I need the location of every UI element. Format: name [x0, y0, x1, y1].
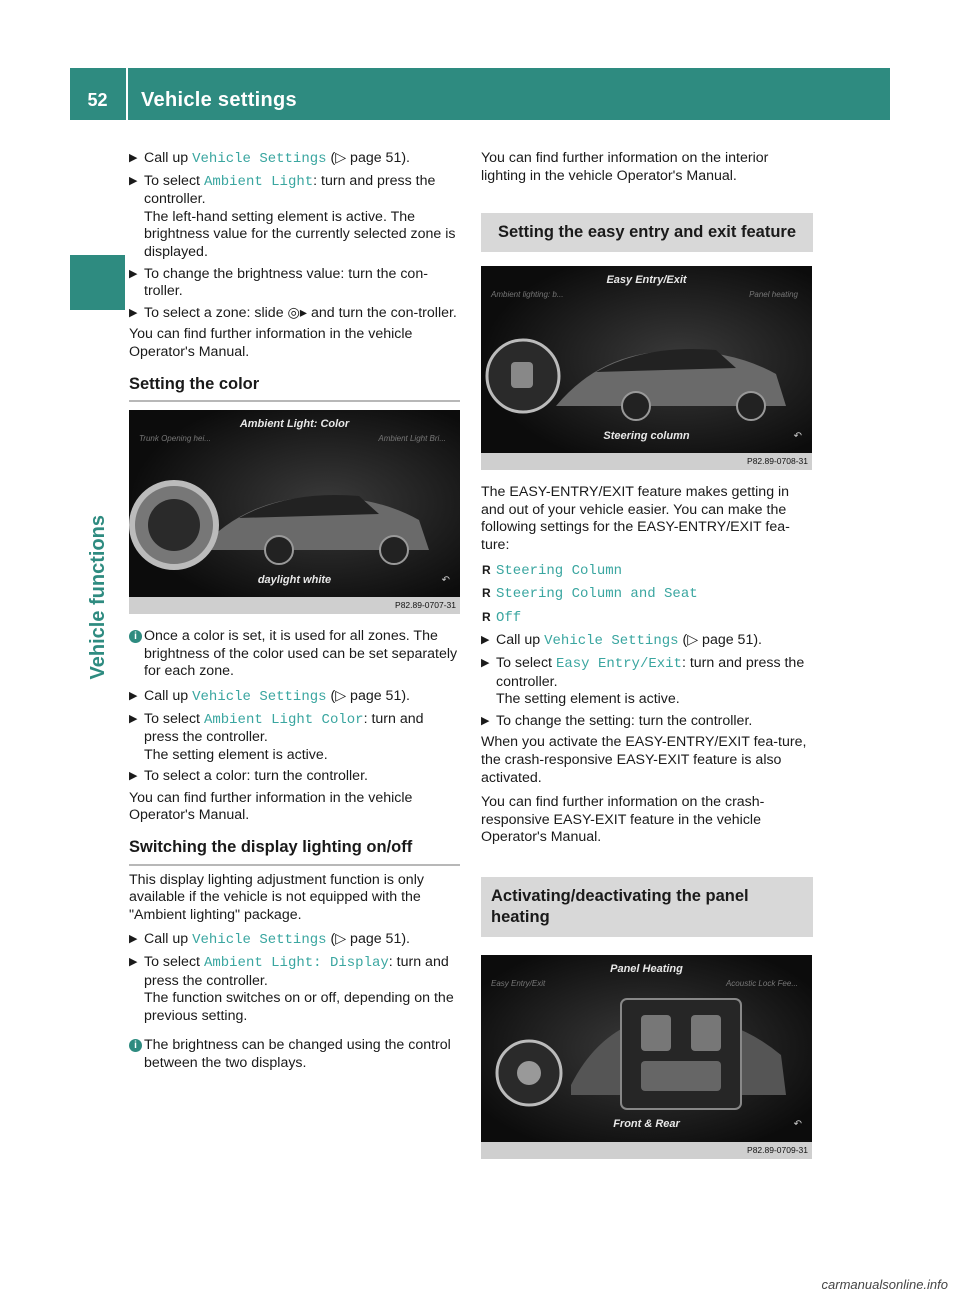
- figure-code: P82.89-0709-31: [481, 1142, 812, 1159]
- screen-caption: Front & Rear: [613, 1118, 680, 1131]
- menu-item: Vehicle Settings: [192, 688, 327, 705]
- right-column: [481, 150, 813, 1173]
- menu-item: Vehicle Settings: [192, 932, 327, 949]
- step-arrow-icon: ▶: [129, 267, 138, 280]
- info-note: i The brightness can be changed using the control between the two displays.: [129, 1037, 460, 1072]
- step-arrow-icon: ▶: [129, 712, 138, 725]
- screen-right-item: Ambient Light Bri...: [378, 434, 446, 444]
- step-arrow-icon: ▶: [129, 956, 138, 969]
- heading-display-lighting: Switching the display lighting on/off: [129, 839, 460, 866]
- step: ▶ To select Ambient Light: Display: turn and press the controller. The function switches on or off, depending on the previous setting.: [129, 954, 454, 1024]
- screen-title: Panel Heating: [610, 962, 683, 975]
- step-result: The setting element is active.: [144, 746, 328, 763]
- step-result: The function switches on or off, depending on the previous setting.: [144, 990, 454, 1024]
- step-arrow-icon: ▶: [481, 634, 490, 647]
- side-tab-label: Vehicle functions: [87, 515, 109, 680]
- step-arrow-icon: ▶: [129, 689, 138, 702]
- back-icon: ↶: [793, 1119, 802, 1131]
- screen-right-item: Panel heating: [749, 290, 798, 300]
- menu-item: Ambient Light: [203, 173, 314, 190]
- step: ▶ Call up Vehicle Settings (▷ page 51).: [481, 632, 763, 650]
- info-icon: i: [129, 1039, 142, 1052]
- step-arrow-icon: ▶: [129, 770, 138, 783]
- heading-easy-entry: Setting the easy entry and exit feature: [481, 213, 813, 252]
- display-screenshot: [481, 266, 812, 453]
- header-band: [70, 68, 890, 120]
- step-arrow-icon: ▶: [129, 933, 138, 946]
- menu-item: Vehicle Settings: [192, 151, 327, 167]
- screen-caption: Steering column: [603, 429, 690, 442]
- watermark: carmanualsonline.info: [821, 1277, 948, 1293]
- step: ▶ To select a color: turn the controller.: [129, 768, 368, 785]
- paragraph: You can find further information in the vehicle Operator's Manual.: [129, 326, 413, 360]
- screen-caption: daylight white: [257, 573, 332, 586]
- side-tab-marker: [70, 255, 125, 310]
- info-note: i Once a color is set, it is used for all zones. The brightness of the color used can be set separately for each zone.: [129, 628, 460, 681]
- figure-easy-entry: [481, 266, 812, 470]
- figure-ambient-color: [129, 410, 460, 614]
- step-arrow-icon: ▶: [481, 714, 490, 727]
- screen-left-item: Trunk Opening hei...: [139, 434, 211, 444]
- section-title: Vehicle settings: [141, 89, 297, 111]
- display-screenshot: [481, 955, 812, 1142]
- step-arrow-icon: ▶: [129, 306, 138, 319]
- info-icon: i: [129, 630, 142, 643]
- screen-right-item: Acoustic Lock Fee...: [725, 978, 798, 988]
- list-item: R Off: [482, 609, 522, 626]
- screen-left-item: Ambient lighting: b...: [491, 290, 564, 300]
- step-arrow-icon: ▶: [481, 656, 490, 669]
- bullet-icon: R: [482, 609, 491, 624]
- back-icon: ↶: [441, 574, 450, 586]
- left-column: [129, 150, 460, 1080]
- menu-item: Vehicle Settings: [544, 633, 679, 650]
- page-number: 52: [87, 90, 108, 110]
- step: ▶ To select Ambient Light: turn and press the controller. The left-hand setting element is active. The brightness value for the currently selected zone is displayed.: [129, 172, 456, 260]
- step: ▶ To change the setting: turn the controller.: [481, 712, 753, 729]
- step-arrow-icon: ▶: [129, 174, 138, 187]
- step-arrow-icon: ▶: [129, 152, 138, 164]
- header-divider: [126, 68, 128, 120]
- figure-code: P82.89-0708-31: [481, 453, 812, 470]
- figure-panel-heating: [481, 955, 812, 1159]
- step: ▶ Call up Vehicle Settings (▷ page 51).: [129, 931, 411, 949]
- side-tab: [83, 515, 113, 715]
- menu-item: Easy Entry/Exit: [555, 655, 682, 672]
- heading-setting-color: Setting the color: [129, 376, 460, 403]
- figure-code: P82.89-0707-31: [129, 597, 460, 614]
- step: ▶ To select a zone: slide ◎▸ and turn the con-troller.: [129, 304, 457, 321]
- menu-item: Ambient Light: Display: [203, 955, 389, 972]
- screen-title: Easy Entry/Exit: [606, 274, 687, 287]
- paragraph: You can find further information in the vehicle Operator's Manual.: [129, 789, 413, 824]
- screen-title: Ambient Light: Color: [239, 418, 350, 431]
- list-item: R Steering Column: [482, 562, 623, 579]
- step: ▶ To select Easy Entry/Exit: turn and press the controller. The setting element is active.: [481, 654, 805, 708]
- paragraph: The EASY-ENTRY/EXIT feature makes getting in and out of your vehicle easier. You can make the following settings for the EASY-ENTRY/EXIT fea-ture:: [481, 484, 790, 553]
- step: ▶ Call up Vehicle Settings (▷ page 51).: [129, 150, 411, 167]
- step-result: The setting element is active.: [496, 691, 680, 708]
- paragraph: You can find further information on the crash-responsive EASY-EXIT feature in the vehicle Operator's Manual.: [481, 794, 765, 846]
- display-screenshot: [129, 410, 460, 597]
- paragraph: You can find further information on the interior lighting in the vehicle Operator's Manual.: [481, 150, 769, 184]
- paragraph: When you activate the EASY-ENTRY/EXIT fea-ture, the crash-responsive EASY-EXIT feature is also activated.: [481, 734, 807, 786]
- back-icon: ↶: [793, 430, 802, 442]
- bullet-icon: R: [482, 562, 491, 577]
- step: ▶ Call up Vehicle Settings (▷ page 51).: [129, 687, 411, 705]
- bullet-icon: R: [482, 586, 491, 601]
- menu-item: Ambient Light Color: [203, 711, 364, 728]
- screen-left-item: Easy Entry/Exit: [491, 978, 546, 988]
- paragraph: This display lighting adjustment function is only available if the vehicle is not equipped with the "Ambient lighting" package.: [129, 871, 424, 923]
- heading-panel-heating: Activating/deactivating the panel heating: [481, 877, 813, 937]
- list-item: R Steering Column and Seat: [482, 586, 698, 603]
- step: ▶ To change the brightness value: turn the con-troller.: [129, 265, 428, 300]
- step-result: The left-hand setting element is active. The brightness value for the currently selected zone is displayed.: [144, 208, 456, 260]
- step: ▶ To select Ambient Light Color: turn and press the controller. The setting element is active.: [129, 710, 424, 763]
